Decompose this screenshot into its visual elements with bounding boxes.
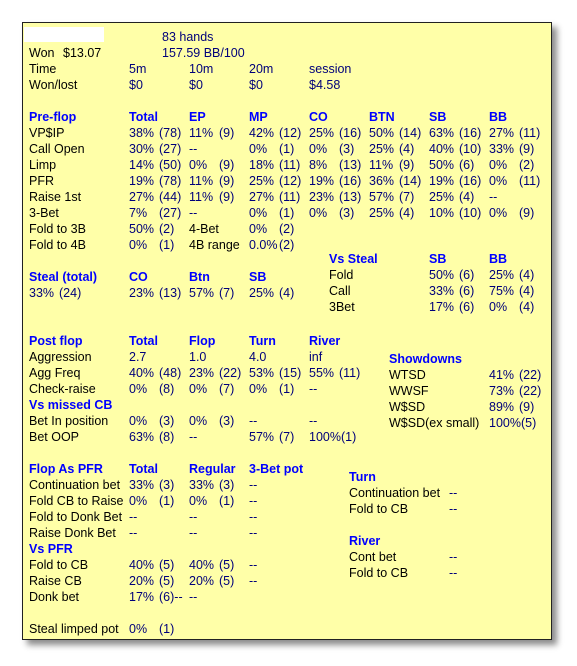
showdown-count: (22) bbox=[519, 368, 542, 382]
postflop-cell-value: inf bbox=[309, 350, 323, 364]
vs-steal-bb-value: 0% bbox=[489, 300, 508, 314]
vs-steal-row-label: Fold bbox=[329, 268, 354, 282]
preflop-cell-count: (11) bbox=[519, 126, 541, 140]
vs-steal-row-label: Call bbox=[329, 284, 351, 298]
postflop-cell-value: 40% bbox=[129, 366, 155, 380]
preflop-cell-count: (10) bbox=[459, 142, 482, 156]
preflop-cell-value: 0% bbox=[489, 158, 508, 172]
missed-cb-cell-value: -- bbox=[249, 414, 258, 428]
missed-cb-cell-count: (8) bbox=[159, 430, 175, 444]
player-name-field bbox=[24, 27, 104, 42]
postflop-cell-count: (1) bbox=[279, 382, 295, 396]
wonlost-label: Won/lost bbox=[29, 78, 78, 92]
fourbet-range-label: 4B range bbox=[189, 238, 240, 252]
preflop-cell-value: 0% bbox=[489, 174, 508, 188]
preflop-cell-value: 57% bbox=[369, 190, 395, 204]
turn-row-label: Continuation bet bbox=[349, 486, 441, 500]
preflop-cell-value: 23% bbox=[309, 190, 335, 204]
preflop-cell-value: 19% bbox=[309, 174, 335, 188]
vs-pfr-row-label: Raise CB bbox=[29, 574, 82, 588]
preflop-cell-count: (50) bbox=[159, 158, 182, 172]
river-row-label: Cont bet bbox=[349, 550, 397, 564]
won-label: Won bbox=[29, 46, 55, 60]
fold-4b-value: 0% bbox=[129, 238, 148, 252]
river-row-value: -- bbox=[449, 566, 458, 580]
postflop-cell-count: (15) bbox=[279, 366, 302, 380]
flop-pfr-cell-value: -- bbox=[129, 510, 138, 524]
preflop-cell-value: 11% bbox=[189, 174, 214, 188]
wonlost-value: $0 bbox=[249, 78, 263, 92]
postflop-cell-value: 2.7 bbox=[129, 350, 147, 364]
preflop-cell-value: -- bbox=[189, 206, 198, 220]
steal-limped-value: 0% bbox=[129, 622, 148, 636]
postflop-cell-value: 0% bbox=[129, 382, 148, 396]
missed-cb-cell-count: (3) bbox=[219, 414, 235, 428]
vs-pfr-cell-value: -- bbox=[189, 590, 198, 604]
preflop-cell-value: 0% bbox=[249, 142, 268, 156]
postflop-cell-value: 23% bbox=[189, 366, 215, 380]
postflop-row-label: Aggression bbox=[29, 350, 92, 364]
preflop-row-label: Raise 1st bbox=[29, 190, 82, 204]
vs-steal-bb-value: 25% bbox=[489, 268, 515, 282]
steal-cell-value: 25% bbox=[249, 286, 275, 300]
preflop-cell-count: (6) bbox=[459, 158, 475, 172]
preflop-header: SB bbox=[429, 110, 447, 124]
fourbet-range-value: 0.0% bbox=[249, 238, 278, 252]
flop-pfr-cell-value: -- bbox=[129, 526, 138, 540]
preflop-cell-value: 0% bbox=[489, 206, 508, 220]
preflop-cell-value: 38% bbox=[129, 126, 155, 140]
preflop-header: CO bbox=[309, 110, 328, 124]
turn-row-value: -- bbox=[449, 502, 458, 516]
preflop-cell-value: 27% bbox=[249, 190, 275, 204]
preflop-cell-count: (16) bbox=[339, 174, 362, 188]
steal-cell-value: 57% bbox=[189, 286, 215, 300]
time-label: Time bbox=[29, 62, 57, 76]
postflop-cell-count: (48) bbox=[159, 366, 182, 380]
postflop-header: Total bbox=[129, 334, 158, 348]
postflop-header: Flop bbox=[189, 334, 216, 348]
flop-pfr-cell-count: (1) bbox=[159, 494, 175, 508]
flop-pfr-cell-value: -- bbox=[189, 510, 198, 524]
turn-title: Turn bbox=[349, 470, 376, 484]
showdown-value: 100%(5) bbox=[489, 416, 537, 430]
preflop-cell-count: (4) bbox=[459, 190, 475, 204]
vs-steal-bb-value: 75% bbox=[489, 284, 515, 298]
vs-pfr-cell-count: (5) bbox=[159, 558, 175, 572]
postflop-row-label: Agg Freq bbox=[29, 366, 81, 380]
flop-pfr-cell-value: -- bbox=[249, 494, 258, 508]
preflop-cell-value: 0% bbox=[309, 206, 328, 220]
river-row-label: Fold to CB bbox=[349, 566, 409, 580]
steal-title: Steal (total) bbox=[29, 270, 98, 284]
preflop-row-label: Limp bbox=[29, 158, 57, 172]
preflop-cell-value: 19% bbox=[429, 174, 455, 188]
vs-steal-header: BB bbox=[489, 252, 508, 266]
postflop-cell-value: 0% bbox=[249, 382, 268, 396]
vs-steal-sb-count: (6) bbox=[459, 300, 475, 314]
postflop-cell-count: (11) bbox=[339, 366, 361, 380]
vs-pfr-cell-count: (5) bbox=[219, 558, 235, 572]
showdown-count: (22) bbox=[519, 384, 542, 398]
preflop-cell-value: 25% bbox=[249, 174, 275, 188]
vs-steal-sb-count: (6) bbox=[459, 268, 475, 282]
vs-pfr-row-label: Donk bet bbox=[29, 590, 80, 604]
flop-pfr-row-label: Continuation bet bbox=[29, 478, 121, 492]
missed-cb-cell-value: 0% bbox=[129, 414, 148, 428]
preflop-cell-count: (7) bbox=[399, 190, 415, 204]
showdown-value: 73% bbox=[489, 384, 515, 398]
vs-pfr-cell-count: (5) bbox=[159, 574, 175, 588]
preflop-cell-count: (12) bbox=[279, 174, 302, 188]
preflop-cell-value: 8% bbox=[309, 158, 328, 172]
flop-pfr-cell-value: -- bbox=[249, 510, 258, 524]
missed-cb-cell-value: 100%(1) bbox=[309, 430, 357, 444]
preflop-cell-value: 36% bbox=[369, 174, 395, 188]
postflop-cell-value: 4.0 bbox=[249, 350, 267, 364]
preflop-cell-count: (3) bbox=[339, 142, 355, 156]
vs-pfr-cell-value: -- bbox=[249, 574, 258, 588]
preflop-cell-value: 19% bbox=[129, 174, 155, 188]
wonlost-value: $4.58 bbox=[309, 78, 341, 92]
preflop-header: BB bbox=[489, 110, 508, 124]
showdown-count: (9) bbox=[519, 400, 535, 414]
postflop-cell-value: 53% bbox=[249, 366, 275, 380]
preflop-row-label: VP$IP bbox=[29, 126, 65, 140]
preflop-row-label: 3-Bet bbox=[29, 206, 59, 220]
vs-pfr-cell-count: (5) bbox=[219, 574, 235, 588]
flop-pfr-cell-count: (1) bbox=[219, 494, 235, 508]
preflop-cell-count: (9) bbox=[219, 158, 235, 172]
flop-pfr-cell-value: 0% bbox=[189, 494, 208, 508]
preflop-cell-count: (27) bbox=[159, 206, 182, 220]
preflop-row-label: PFR bbox=[29, 174, 54, 188]
preflop-cell-value: 11% bbox=[189, 190, 214, 204]
won-value: $13.07 bbox=[63, 46, 102, 60]
missed-cb-cell-value: -- bbox=[189, 430, 198, 444]
preflop-cell-count: (14) bbox=[399, 126, 422, 140]
missed-cb-cell-count: (7) bbox=[279, 430, 295, 444]
preflop-cell-value: 11% bbox=[369, 158, 394, 172]
preflop-cell-count: (10) bbox=[459, 206, 482, 220]
fold-3b-count: (2) bbox=[159, 222, 175, 236]
preflop-cell-count: (4) bbox=[399, 142, 415, 156]
missed-cb-cell-value: 63% bbox=[129, 430, 155, 444]
preflop-header: EP bbox=[189, 110, 206, 124]
preflop-cell-count: (27) bbox=[159, 142, 182, 156]
postflop-cell-value: -- bbox=[309, 382, 318, 396]
turn-row-label: Fold to CB bbox=[349, 502, 409, 516]
postflop-cell-value: 55% bbox=[309, 366, 335, 380]
vs-missed-cb-title: Vs missed CB bbox=[29, 398, 113, 412]
preflop-cell-value: 25% bbox=[369, 142, 395, 156]
preflop-cell-count: (11) bbox=[519, 174, 541, 188]
fourbet-count: (2) bbox=[279, 222, 295, 236]
flop-pfr-cell-value: 33% bbox=[129, 478, 155, 492]
postflop-cell-count: (7) bbox=[219, 382, 235, 396]
vs-steal-bb-count: (4) bbox=[519, 268, 535, 282]
fold-4b-count: (1) bbox=[159, 238, 175, 252]
steal-cell-value: 23% bbox=[129, 286, 155, 300]
preflop-cell-count: (9) bbox=[219, 190, 235, 204]
preflop-cell-value: 30% bbox=[129, 142, 155, 156]
vs-steal-sb-value: 33% bbox=[429, 284, 455, 298]
preflop-cell-count: (2) bbox=[519, 158, 535, 172]
vs-pfr-title: Vs PFR bbox=[29, 542, 73, 556]
preflop-cell-count: (16) bbox=[339, 126, 362, 140]
preflop-cell-count: (1) bbox=[279, 206, 295, 220]
preflop-cell-value: 42% bbox=[249, 126, 275, 140]
vs-steal-bb-count: (4) bbox=[519, 284, 535, 298]
missed-cb-row-label: Bet In position bbox=[29, 414, 109, 428]
preflop-cell-value: 7% bbox=[129, 206, 148, 220]
time-col: 20m bbox=[249, 62, 274, 76]
preflop-cell-value: 0% bbox=[249, 206, 268, 220]
preflop-cell-count: (13) bbox=[339, 158, 362, 172]
vs-pfr-cell-value: 17% bbox=[129, 590, 155, 604]
flop-pfr-cell-count: (3) bbox=[159, 478, 175, 492]
missed-cb-cell-value: 0% bbox=[189, 414, 208, 428]
flop-pfr-cell-value: -- bbox=[189, 526, 198, 540]
preflop-cell-count: (9) bbox=[219, 126, 235, 140]
missed-cb-cell-count: (3) bbox=[159, 414, 175, 428]
preflop-cell-count: (4) bbox=[399, 206, 415, 220]
showdown-row-label: WTSD bbox=[389, 368, 426, 382]
flop-pfr-header: Regular bbox=[189, 462, 236, 476]
postflop-row-label: Check-raise bbox=[29, 382, 96, 396]
time-col: session bbox=[309, 62, 352, 76]
preflop-cell-count: (11) bbox=[279, 190, 301, 204]
preflop-cell-value: 25% bbox=[429, 190, 455, 204]
preflop-cell-count: (78) bbox=[159, 126, 182, 140]
time-col: 10m bbox=[189, 62, 214, 76]
vs-steal-title: Vs Steal bbox=[329, 252, 378, 266]
preflop-cell-value: 63% bbox=[429, 126, 455, 140]
flop-pfr-cell-count: (3) bbox=[219, 478, 235, 492]
flop-pfr-header: Total bbox=[129, 462, 158, 476]
vs-pfr-cell-value: -- bbox=[249, 558, 258, 572]
wonlost-value: $0 bbox=[129, 78, 143, 92]
showdown-row-label: W$SD(ex small) bbox=[389, 416, 480, 430]
flop-pfr-cell-value: -- bbox=[249, 526, 258, 540]
postflop-header: River bbox=[309, 334, 341, 348]
preflop-cell-count: (16) bbox=[459, 174, 482, 188]
vs-pfr-cell-value: 20% bbox=[129, 574, 155, 588]
postflop-cell-value: 1.0 bbox=[189, 350, 207, 364]
preflop-cell-count: (1) bbox=[279, 142, 295, 156]
turn-row-value: -- bbox=[449, 486, 458, 500]
preflop-cell-value: 33% bbox=[489, 142, 515, 156]
steal-limped-count: (1) bbox=[159, 622, 175, 636]
flop-pfr-row-label: Fold to Donk Bet bbox=[29, 510, 123, 524]
steal-total-count: (24) bbox=[59, 286, 82, 300]
preflop-cell-count: (3) bbox=[339, 206, 355, 220]
flop-pfr-cell-value: 0% bbox=[129, 494, 148, 508]
preflop-row-label: Call Open bbox=[29, 142, 85, 156]
preflop-cell-count: (44) bbox=[159, 190, 182, 204]
preflop-cell-count: (9) bbox=[519, 142, 535, 156]
river-row-value: -- bbox=[449, 550, 458, 564]
showdowns-title: Showdowns bbox=[389, 352, 462, 366]
vs-pfr-cell-value: 20% bbox=[189, 574, 215, 588]
preflop-cell-value: -- bbox=[489, 190, 498, 204]
preflop-cell-count: (16) bbox=[459, 126, 482, 140]
showdown-row-label: WWSF bbox=[389, 384, 429, 398]
preflop-cell-count: (14) bbox=[399, 174, 422, 188]
preflop-cell-value: 18% bbox=[249, 158, 275, 172]
vs-steal-sb-value: 17% bbox=[429, 300, 455, 314]
preflop-cell-value: 0% bbox=[189, 158, 208, 172]
flop-pfr-title: Flop As PFR bbox=[29, 462, 103, 476]
preflop-cell-value: 11% bbox=[189, 126, 214, 140]
postflop-cell-count: (22) bbox=[219, 366, 242, 380]
preflop-cell-count: (78) bbox=[159, 174, 182, 188]
steal-cell-count: (4) bbox=[279, 286, 295, 300]
flop-pfr-row-label: Raise Donk Bet bbox=[29, 526, 116, 540]
steal-header: Btn bbox=[189, 270, 210, 284]
preflop-header: Total bbox=[129, 110, 158, 124]
postflop-cell-value: 0% bbox=[189, 382, 208, 396]
steal-total-value: 33% bbox=[29, 286, 55, 300]
vs-pfr-cell-count: (6)-- bbox=[159, 590, 183, 604]
time-col: 5m bbox=[129, 62, 147, 76]
flop-pfr-header: 3-Bet pot bbox=[249, 462, 304, 476]
preflop-cell-count: (9) bbox=[219, 174, 235, 188]
missed-cb-cell-value: -- bbox=[309, 414, 318, 428]
player-stats-popup bbox=[22, 22, 552, 640]
preflop-cell-count: (9) bbox=[519, 206, 535, 220]
missed-cb-row-label: Bet OOP bbox=[29, 430, 80, 444]
preflop-cell-value: 10% bbox=[429, 206, 455, 220]
postflop-cell-count: (8) bbox=[159, 382, 175, 396]
vs-steal-bb-count: (4) bbox=[519, 300, 535, 314]
vs-steal-sb-value: 50% bbox=[429, 268, 455, 282]
river-title: River bbox=[349, 534, 381, 548]
preflop-cell-value: -- bbox=[189, 142, 198, 156]
fourbet-value: 0% bbox=[249, 222, 268, 236]
preflop-cell-value: 14% bbox=[129, 158, 155, 172]
preflop-cell-value: 27% bbox=[489, 126, 515, 140]
hands-count: 83 hands bbox=[162, 30, 214, 44]
steal-header: SB bbox=[249, 270, 267, 284]
showdown-value: 89% bbox=[489, 400, 515, 414]
preflop-title: Pre-flop bbox=[29, 110, 77, 124]
preflop-header: MP bbox=[249, 110, 268, 124]
postflop-header: Turn bbox=[249, 334, 276, 348]
preflop-cell-value: 27% bbox=[129, 190, 155, 204]
steal-limped-label: Steal limped pot bbox=[29, 622, 119, 636]
fourbet-range-count: (2) bbox=[279, 238, 295, 252]
vs-pfr-cell-value: 40% bbox=[189, 558, 215, 572]
missed-cb-cell-value: 57% bbox=[249, 430, 275, 444]
flop-pfr-cell-value: -- bbox=[249, 478, 258, 492]
steal-header: CO bbox=[129, 270, 148, 284]
flop-pfr-row-label: Fold CB to Raise bbox=[29, 494, 124, 508]
preflop-cell-value: 25% bbox=[309, 126, 335, 140]
preflop-cell-count: (13) bbox=[339, 190, 362, 204]
preflop-cell-value: 40% bbox=[429, 142, 455, 156]
preflop-cell-count: (12) bbox=[279, 126, 302, 140]
vs-steal-sb-count: (6) bbox=[459, 284, 475, 298]
preflop-header: BTN bbox=[369, 110, 395, 124]
postflop-title: Post flop bbox=[29, 334, 83, 348]
steal-cell-count: (7) bbox=[219, 286, 235, 300]
preflop-cell-value: 25% bbox=[369, 206, 395, 220]
vs-pfr-row-label: Fold to CB bbox=[29, 558, 89, 572]
bb-per-100: 157.59 BB/100 bbox=[162, 46, 245, 60]
showdown-row-label: W$SD bbox=[389, 400, 426, 414]
showdown-value: 41% bbox=[489, 368, 515, 382]
flop-pfr-cell-value: 33% bbox=[189, 478, 215, 492]
fourbet-label: 4-Bet bbox=[189, 222, 219, 236]
vs-steal-row-label: 3Bet bbox=[329, 300, 355, 314]
steal-cell-count: (13) bbox=[159, 286, 182, 300]
preflop-cell-count: (11) bbox=[279, 158, 301, 172]
preflop-cell-count: (9) bbox=[399, 158, 415, 172]
preflop-cell-value: 50% bbox=[429, 158, 455, 172]
wonlost-value: $0 bbox=[189, 78, 203, 92]
preflop-cell-value: 0% bbox=[309, 142, 328, 156]
fold-3b-label: Fold to 3B bbox=[29, 222, 86, 236]
fold-4b-label: Fold to 4B bbox=[29, 238, 86, 252]
fold-3b-value: 50% bbox=[129, 222, 155, 236]
vs-pfr-cell-value: 40% bbox=[129, 558, 155, 572]
vs-steal-header: SB bbox=[429, 252, 447, 266]
preflop-cell-value: 50% bbox=[369, 126, 395, 140]
